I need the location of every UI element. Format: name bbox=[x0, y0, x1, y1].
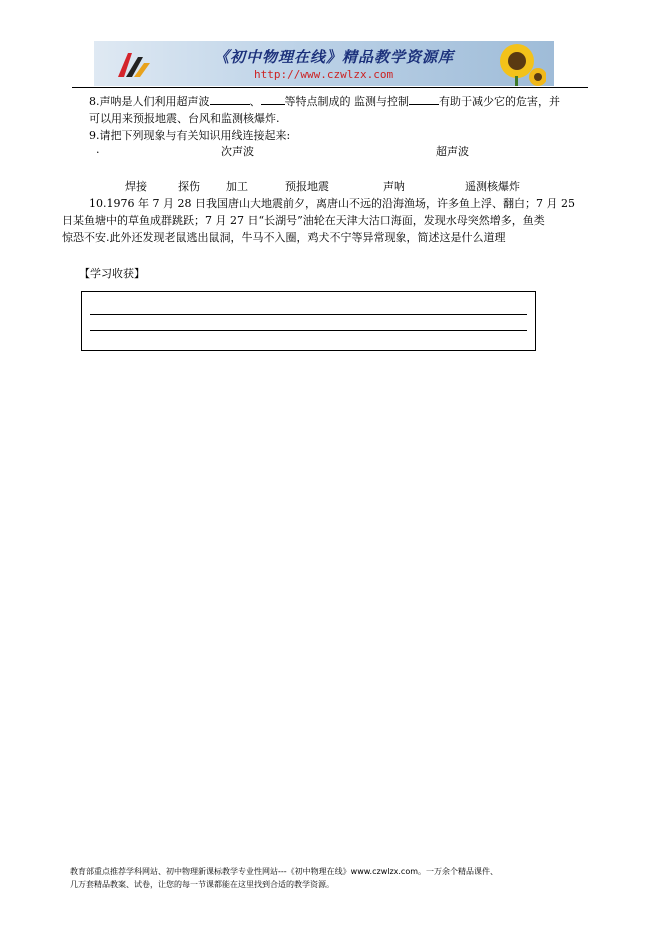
q8-text-b: 等特点制成的 监测与控制 bbox=[284, 95, 409, 108]
question-10-line-3: 惊恐不安.此外还发现老鼠逃出鼠洞，牛马不入圈，鸡犬不宁等异常现象，简述这是什么道理 bbox=[62, 231, 506, 244]
phenomenon-machining: 加工 bbox=[226, 180, 248, 193]
question-10-line-2: 日某鱼塘中的草鱼成群跳跃；7 月 27 日“长湖号”油轮在天津大沽口海面，发现水母突然增多，鱼类 bbox=[62, 214, 545, 227]
q8-text-c: 有助于减少它的危害，并 bbox=[439, 95, 560, 108]
header-banner bbox=[94, 41, 554, 86]
question-9-prompt: 9.请把下列现象与有关知识用线连接起来: bbox=[89, 129, 291, 142]
q8-text-a: 8.声呐是人们利用超声波 bbox=[89, 95, 210, 108]
q9-dot: . bbox=[96, 143, 100, 156]
phenomenon-flaw-detection: 探伤 bbox=[178, 180, 200, 193]
sunflower-icon bbox=[488, 43, 546, 86]
phenomenon-nuclear-test-detection: 遥测核爆炸 bbox=[465, 180, 520, 193]
knowledge-ultrasound: 超声波 bbox=[436, 145, 469, 158]
phenomenon-earthquake-forecast: 预报地震 bbox=[285, 180, 329, 193]
question-8-line-2: 可以用来预报地震、台风和监测核爆炸. bbox=[89, 112, 280, 125]
header-rule bbox=[72, 87, 588, 88]
banner-url: http://www.czwlzx.com bbox=[254, 68, 394, 81]
phenomenon-sonar: 声呐 bbox=[383, 180, 405, 193]
answer-line-1 bbox=[90, 314, 527, 315]
q8-blank-2 bbox=[261, 94, 285, 105]
logo-icon bbox=[114, 47, 154, 81]
learning-summary-heading: 【学习收获】 bbox=[79, 267, 145, 280]
q8-separator: 、 bbox=[249, 95, 261, 108]
answer-line-2 bbox=[90, 330, 527, 331]
question-8-line-1 bbox=[89, 93, 560, 109]
banner-title: 《初中物理在线》精品教学资源库 bbox=[214, 48, 455, 66]
question-10-line-1: 10.1976 年 7 月 28 日我国唐山大地震前夕，离唐山不远的沿海渔场，许多鱼上浮、翻白；7 月 25 bbox=[89, 197, 575, 210]
footer-line-1: 教育部重点推荐学科网站、初中物理新课标教学专业性网站---《初中物理在线》www.czwlzx.com。一万余个精品课件、 bbox=[70, 867, 499, 876]
footer-line-2: 几万套精品教案、试卷，让您的每一节课都能在这里找到合适的教学资源。 bbox=[70, 880, 334, 889]
phenomenon-welding: 焊接 bbox=[125, 180, 147, 193]
q8-blank-3 bbox=[409, 94, 439, 105]
q8-blank-1 bbox=[210, 94, 250, 105]
knowledge-infrasound: 次声波 bbox=[221, 145, 254, 158]
learning-summary-box[interactable] bbox=[81, 291, 536, 351]
